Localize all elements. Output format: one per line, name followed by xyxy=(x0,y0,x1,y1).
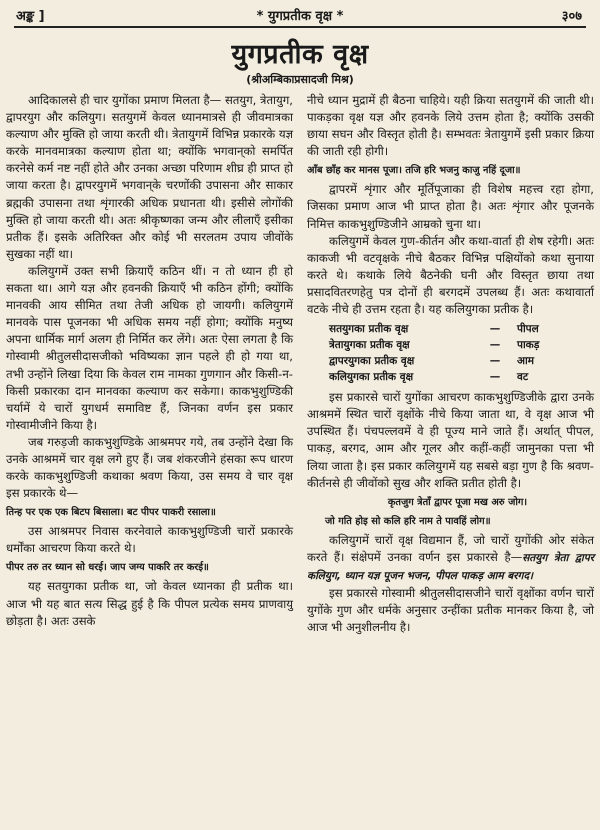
paragraph: जब गरुड़जी काकभुशुण्डिके आश्रमपर गये, तब उन्होंने देखा कि उनके आश्रममें चार वृक्ष लगे हुए हैं। जब शंकरजीने हंसका रूप धारण करके काकभुशुण्डिजी कथाका श्रवण किया, उस समय वे चार वृक्ष इस प्रकारके थे— xyxy=(6,434,293,501)
symbol-tree: पाकड़ xyxy=(517,339,540,352)
paragraph-lead: कलियुगमें चारों वृक्ष विद्यमान हैं, जो चारों युगोंकी ओर संकेत करते हैं। संक्षेपमें उनका वर्णन इस प्रकारसे है— xyxy=(307,532,594,564)
paragraph: कलियुगमें केवल गुण-कीर्तन और कथा-वार्ता ही शेष रहेगी। अतः काकजी भी वटवृक्षके नीचे बैठकर विभिन्न पक्षियोंको कथा सुनाया करते थे। कथाके लिये बैठनेकी घनी और विस्तृत छाया तथा प्रसादवितरणहेतु पत्र दोनों ही बरगदमें उपलब्ध हैं। अतः कथावार्ता वटके नीचे ही उत्तम रहता है। यह कलियुगका प्रतीक है। xyxy=(307,233,594,317)
article-author: (श्रीअम्बिकाप्रसादजी मिश्र) xyxy=(246,73,354,86)
symbol-dash: — xyxy=(489,323,501,336)
paragraph: इस प्रकारसे गोस्वामी श्रीतुलसीदासजीने चारों वृक्षोंका वर्णन चारों युगोंके गुण और धर्मके अनुसार उन्हींका प्रतीक मानकर किया है, जो आज भी अनुशीलनीय है। xyxy=(307,585,594,635)
symbol-dash: — xyxy=(489,355,501,368)
symbol-tree: आम xyxy=(517,355,535,368)
paragraph xyxy=(307,532,594,585)
verse-quote: जो गति होइ सो कलि हरि नाम ते पावहिं लोग॥ xyxy=(325,515,491,527)
paragraph: उस आश्रमपर निवास करनेवाले काकभुशुण्डिजी चारों प्रकारके धर्मोंका आचरण किया करते थे। xyxy=(6,524,293,556)
symbol-row xyxy=(329,369,594,385)
article-title: युगप्रतीक वृक्ष xyxy=(231,39,369,70)
paragraph: द्वापरमें शृंगार और मूर्तिपूजाका ही विशेष महत्त्व रहा होगा, जिसका प्रमाण आज भी प्राप्त होता है। अतः शृंगार और पूजनके निमित्त काकभुशुण्डिजीने आम्रको चुना था। xyxy=(307,182,594,231)
paragraph: यह सतयुगका प्रतीक था, जो केवल ध्यानका ही प्रतीक था। आज भी यह बात सत्य सिद्ध हुई है कि पीपल प्रत्येक समय प्राणवायु छोड़ता है। अतः उसके xyxy=(6,579,293,628)
header-title: * युगप्रतीक वृक्ष * xyxy=(256,9,344,24)
symbol-row xyxy=(329,353,594,369)
paragraph: इस प्रकारसे चारों युगोंका आचरण काकभुशुण्डिजीके द्वारा उनके आश्रममें स्थित चारों वृक्षोंके नीचे किया जाता था, वे वृक्ष आज भी उपस्थित हैं। पंचपल्लवमें वे ही पूज्य माने जाते हैं। अर्थात् पीपल, पाकड़, बरगद, आम और गूलर और कहीं-कहीं जामुनका पत्ता भी लिया जाता है। इस प्रकार कलियुगमें यह सबसे बड़ा गुण है कि श्रवण-कीर्तनसे ही जीवोंको सुख और शक्ति प्रतीत होती है। xyxy=(307,390,594,490)
symbol-tree: पीपल xyxy=(517,323,539,336)
right-column xyxy=(307,92,594,636)
symbol-yuga: द्वापरयुगका प्रतीक वृक्ष xyxy=(329,355,415,368)
paragraph: नीचे ध्यान मुद्रामें ही बैठना चाहिये। यही क्रिया सतयुगमें की जाती थी। पाकड़का वृक्ष यज्ञ और हवनके लिये उत्तम होता है; क्योंकि उसकी छाया सघन और विस्तृत होती है। सम्भवतः त्रेतायुगमें इसी प्रकार क्रिया की जाती रही होगी। xyxy=(307,93,594,159)
paragraph: कलियुगमें उक्त सभी क्रियाएँ कठिन थीं। न तो ध्यान ही हो सकता था। आगे यज्ञ और हवनकी क्रियाएँ भी कठिन होंगी; क्योंकि मानवकी आय सीमित तथा तेजी अधिक हो जायगी। कलियुगमें मानवके पास पूजनका भी अधिक समय नहीं होगा; क्योंकि मनुष्य अपना धार्मिक मार्ग अलग ही निर्मित कर लेंगे। अतः ऐसा लगता है कि गोस्वामी श्रीतुलसीदासजीको भविष्यका ज्ञान पहले ही हो गया था, तभी उन्होंने लिखा दिया कि केवल राम नामका गुणगान और किसी-न-किसी प्रकारका दान मानवका कल्याण कर सकेगा। काकभुशुण्डिकी चर्यामें ये चारों युगधर्म समाविष्ट हैं, जिनका वर्णन इस प्रकार गोस्वामीजीने किया है। xyxy=(6,263,293,432)
inline-verse: सतयुग त्रेता द्वापर कलियुग, ध्यान यज्ञ पूजन भजन, पीपल पाकड़ आम बरगद। xyxy=(307,551,594,582)
symbol-row xyxy=(329,321,594,337)
symbol-yuga: त्रेतायुगका प्रतीक वृक्ष xyxy=(329,339,410,352)
running-header xyxy=(14,4,586,28)
symbol-table xyxy=(329,321,594,385)
paragraph: आदिकालसे ही चार युगोंका प्रमाण मिलता है— सतयुग, त्रेतायुग, द्वापरयुग और कलियुग। सतयुगमें केवल ध्यानमात्रसे ही जीवमात्रका कल्याण और मुक्ति हो जाया करती थी। त्रेतायुगमें विभिन्न प्रकारके यज्ञ करके मानवमात्रका कल्याण होता था; क्योंकि भगवान्‌को समर्पित करनेसे कर्म नष्ट नहीं होते और उनका अच्छा परिणाम शीघ्र ही प्राप्त हो जाया करता है। द्वापरयुगमें भगवान्‌के चरणोंकी उपासना और साकार ब्रह्मकी उपासना तथा शृंगारकी अधिक प्रधानता थी। इसीसे लोगोंकी मुक्ति हो जाया करती थी। अतः श्रीकृष्णका जन्म और लीलाएँ इसीका प्रतीक हैं। इसके अतिरिक्त और कोई भी सरलतम उपाय जीवोंके सुखका नहीं था। xyxy=(6,93,293,261)
page-number: ३०७ xyxy=(561,9,582,24)
verse-quote: आँब छाँह कर मानस पूजा। तजि हरि भजनु काजु नहिं दूजा॥ xyxy=(307,165,521,177)
verse-quote: कृतजुग त्रेताँ द्वापर पूजा मख अरु जोग। xyxy=(387,496,528,508)
left-column xyxy=(6,92,293,630)
verse-quote: तिन्ह पर एक एक बिटप बिसाला। बट पीपर पाकरी रसाला॥ xyxy=(6,507,216,519)
symbol-yuga: सतयुगका प्रतीक वृक्ष xyxy=(329,323,409,336)
symbol-yuga: कलियुगका प्रतीक वृक्ष xyxy=(329,371,414,384)
header-issue-label: अङ्क ] xyxy=(16,9,45,24)
verse-quote: पीपर तरु तर ध्यान सो धरई। जाप जग्य पाकरि तर करई॥ xyxy=(6,562,209,574)
symbol-dash: — xyxy=(489,339,501,352)
symbol-tree: वट xyxy=(517,371,529,384)
symbol-dash: — xyxy=(489,371,501,384)
symbol-row xyxy=(329,337,594,353)
